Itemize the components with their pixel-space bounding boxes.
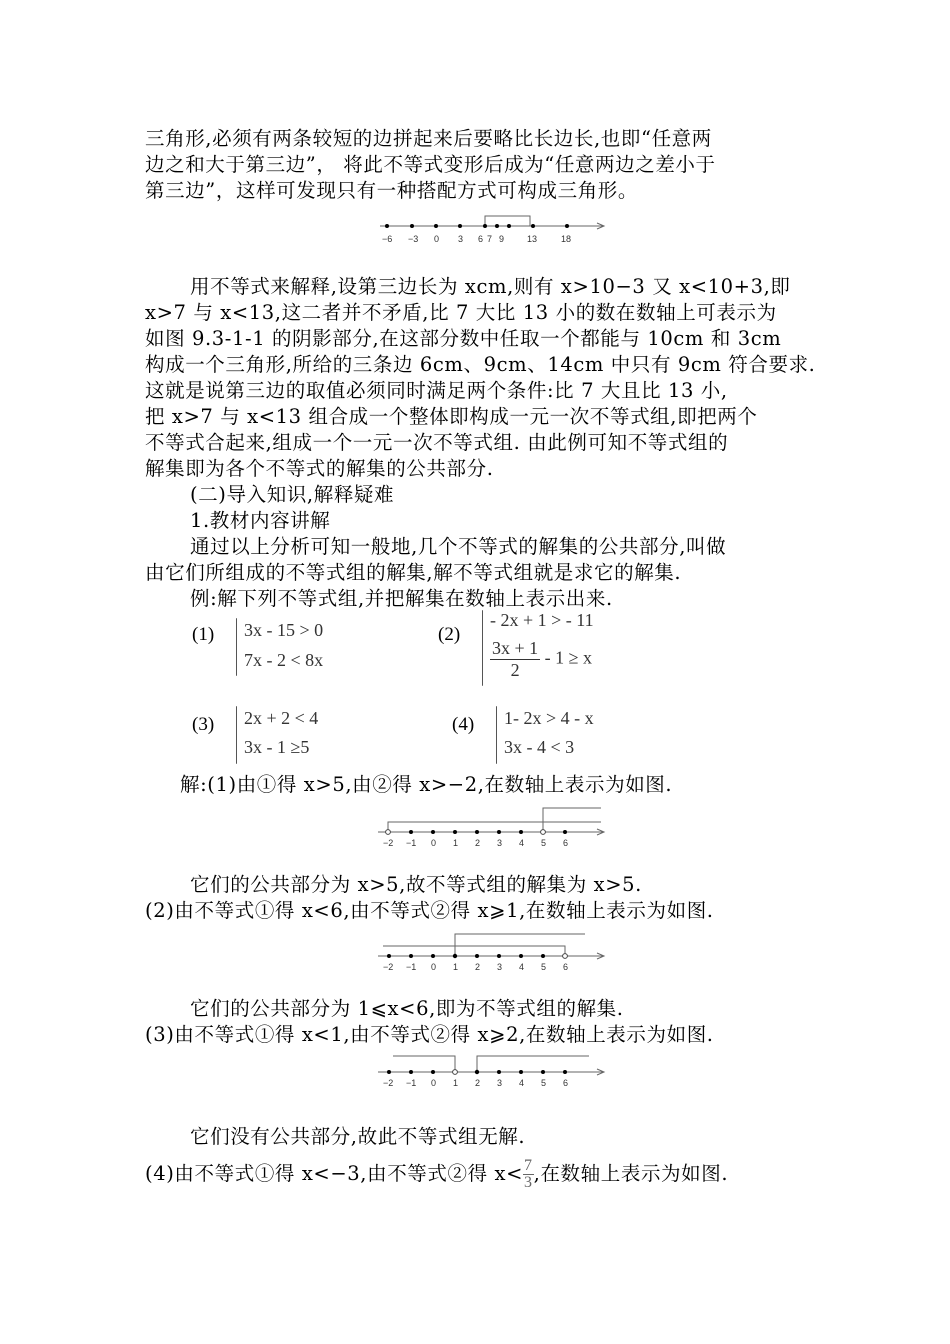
closed-point [475,1070,479,1074]
axis-point [519,830,523,834]
axis-point [497,954,501,958]
system-label: (3) [192,714,215,735]
tick-label: 13 [527,234,538,244]
tick-label: 3 [497,838,503,848]
axis-point [410,224,414,228]
fraction-denominator: 3 [524,1174,533,1191]
tick-label: −2 [383,1078,394,1088]
system-label: (4) [452,714,475,735]
axis-point [541,1070,545,1074]
text-line: 边之和大于第三边”， 将此不等式变形后成为“任意两边之差小于 [145,153,716,176]
axis-point [475,830,479,834]
tick-label: 4 [519,838,525,848]
axis-point [541,954,545,958]
tick-label: 4 [519,1078,525,1088]
solution-ray-1 [393,1056,455,1072]
tick-label: 9 [499,234,505,244]
axis-point [483,224,487,228]
inequality: 7x - 2 < 8x [244,650,324,670]
text-line: 如图 9.3-1-1 的阴影部分,在这部分数中任取一个都能与 10cm 和 3cm [145,327,782,350]
system-label: (2) [438,624,461,645]
open-point [453,1070,458,1075]
text-line: 构成一个三角形,所给的三条边 6cm、9cm、14cm 中只有 9cm 符合要求. [145,353,816,376]
tick-label: −3 [408,234,419,244]
inequality: 2x + 2 < 4 [244,708,319,728]
axis-point [475,954,479,958]
example-intro: 例:解下列不等式组,并把解集在数轴上表示出来. [190,587,613,610]
tick-label: 3 [458,234,464,244]
solution-line [145,1158,728,1191]
tick-label: −1 [406,838,417,848]
axis-point [507,224,511,228]
inequality: 1- 2x > 4 - x [504,708,594,728]
axis-point [409,954,413,958]
axis-point [409,830,413,834]
tick-label: 5 [541,962,547,972]
solution-ray-1 [388,822,601,832]
inequality: 3x - 4 < 3 [504,737,575,757]
inequality [490,638,592,681]
fraction [523,1158,534,1191]
number-line-figure-1 [375,212,615,248]
text-line: 用不等式来解释,设第三边长为 xcm,则有 x>10−3 又 x<10+3,即 [190,275,791,298]
tick-label: −2 [383,838,394,848]
tick-label: 6 [478,234,484,244]
tick-label: 3 [497,1078,503,1088]
inequality: 3x - 15 > 0 [244,620,324,640]
tick-label: 5 [541,838,547,848]
axis-point [431,954,435,958]
solution-line: 解:(1)由①得 x>5,由②得 x>−2,在数轴上表示为如图. [180,773,673,796]
tick-label: 1 [453,962,459,972]
solution-line: (3)由不等式①得 x<1,由不等式②得 x⩾2,在数轴上表示为如图. [145,1023,714,1046]
axis-point [497,830,501,834]
tick-label: −2 [383,962,394,972]
tick-label: 2 [475,838,481,848]
inequality: - 2x + 1 > - 11 [490,610,594,630]
tick-label: 0 [431,962,437,972]
solution-text: (4)由不等式①得 x<−3,由不等式②得 x< [145,1162,524,1185]
tick-label: 6 [563,1078,569,1088]
text-line: 这就是说第三边的取值必须同时满足两个条件:比 7 大且比 13 小, [145,379,728,402]
left-brace [496,706,497,764]
tick-label: 1 [453,1078,459,1088]
axis-point [531,224,535,228]
tick-label: −1 [406,1078,417,1088]
tick-label: 2 [475,962,481,972]
tick-label: 1 [453,838,459,848]
axis-point [385,224,389,228]
solution-bracket [485,216,530,226]
axis-point [409,1070,413,1074]
axis-point [519,954,523,958]
open-point [563,954,568,959]
axis-point [387,1070,391,1074]
axis-point [565,224,569,228]
axis-point [519,1070,523,1074]
tick-label: 0 [431,838,437,848]
inequality-system-3 [192,702,412,766]
inequality-system-1 [192,612,412,682]
axis-point [563,1070,567,1074]
axis-point [563,830,567,834]
axis-point [453,830,457,834]
inequality-system-4 [452,702,672,766]
inequality-system-2 [438,606,658,690]
inequality: 3x - 1 ≥5 [244,737,310,757]
number-line-figure-4 [375,1052,615,1100]
axis-point [495,224,499,228]
fraction-numerator: 3x + 1 [492,638,539,658]
text-line: 三角形,必须有两条较短的边拼起来后要略比长边长,也即“任意两 [145,127,712,150]
text-line: 通过以上分析可知一般地,几个不等式的解集的公共部分,叫做 [190,535,727,558]
text-line: 解集即为各个不等式的解集的公共部分. [145,457,494,480]
text-line: x>7 与 x<13,这二者并不矛盾,比 7 大比 13 小的数在数轴上可表示为 [145,301,777,324]
closed-point [453,954,457,958]
text-line: 第三边”，这样可发现只有一种搭配方式可构成三角形。 [145,179,638,202]
axis-point [458,224,462,228]
left-brace [236,706,237,764]
system-label: (1) [192,624,215,645]
axis-point [431,830,435,834]
tick-label: 0 [434,234,440,244]
fraction [490,638,540,681]
solution-text: ,在数轴上表示为如图. [533,1162,729,1185]
fraction-numerator: 7 [524,1157,533,1174]
subsection-heading: 1.教材内容讲解 [190,509,331,532]
text-line: 把 x>7 与 x<13 组合成一个整体即构成一元一次不等式组,即把两个 [145,405,758,428]
tick-label: 0 [431,1078,437,1088]
tick-label: 2 [475,1078,481,1088]
text-line: 不等式合起来,组成一个一元一次不等式组. 由此例可知不等式组的 [145,431,729,454]
tick-label: −6 [382,234,393,244]
tick-label: −1 [406,962,417,972]
axis-point [497,1070,501,1074]
open-point [386,830,391,835]
tick-label: 7 [487,234,493,244]
axis-point [431,1070,435,1074]
left-brace [482,610,483,686]
left-brace [236,618,237,676]
axis-point [387,954,391,958]
text-line: 由它们所组成的不等式组的解集,解不等式组就是求它的解集. [145,561,682,584]
tick-label: 18 [561,234,572,244]
solution-ray-2 [477,1056,589,1072]
solution-result: 它们的公共部分为 1⩽x<6,即为不等式组的解集. [190,997,624,1020]
tick-label: 4 [519,962,525,972]
number-line-figure-3 [375,928,615,976]
tick-label: 6 [563,962,569,972]
tick-label: 5 [541,1078,547,1088]
axis-point [434,224,438,228]
open-point [541,830,546,835]
inequality-rest: - 1 ≥ x [544,647,593,668]
solution-result: 它们没有公共部分,故此不等式组无解. [190,1125,526,1148]
solution-result: 它们的公共部分为 x>5,故不等式组的解集为 x>5. [190,873,642,896]
fraction-denominator: 2 [510,660,520,680]
tick-label: 6 [563,838,569,848]
section-heading: (二)导入知识,解释疑难 [190,483,395,506]
solution-line: (2)由不等式①得 x<6,由不等式②得 x⩾1,在数轴上表示为如图. [145,899,714,922]
number-line-figure-2 [375,804,615,852]
solution-ray-2 [543,808,601,832]
tick-label: 3 [497,962,503,972]
